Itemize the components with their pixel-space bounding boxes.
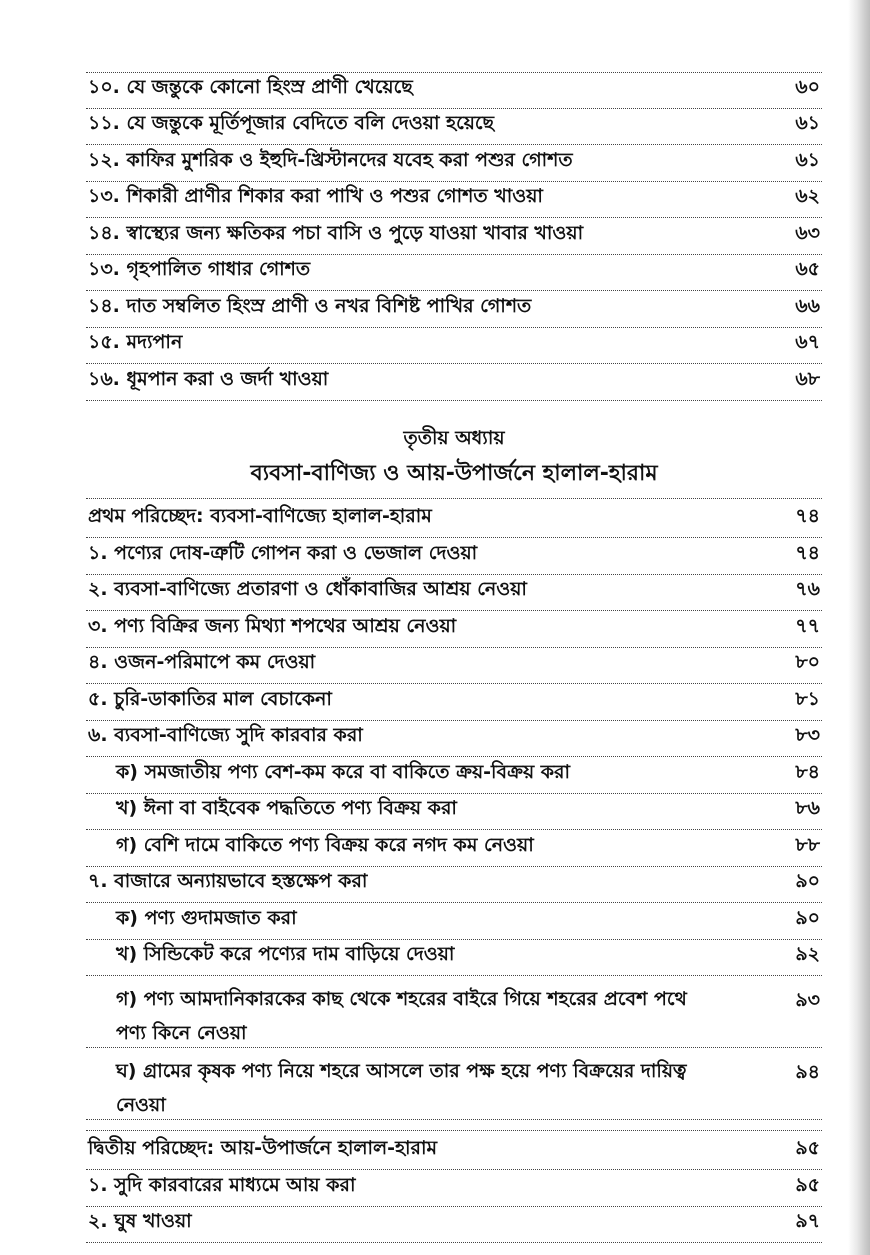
toc-page-number: ৯০ [795, 906, 820, 929]
toc-entry-text: ১. পণ্যের দোষ-ত্রুটি গোপন করা ও ভেজাল দেওয়া [88, 541, 478, 564]
toc-page-number: ৯৪ [795, 1061, 820, 1083]
toc-entry-text: ১৪. স্বাস্থ্যের জন্য ক্ষতিকর পচা বাসি ও পুড়ে যাওয়া খাবার খাওয়া [88, 221, 584, 244]
toc-page-number: ৯০ [795, 870, 820, 892]
toc-page-number: ৯৭ [795, 1210, 820, 1232]
toc-row [86, 145, 822, 182]
toc-page-number: ৭৬ [795, 578, 820, 600]
toc-page-number: ৯৫ [795, 1173, 820, 1196]
toc-row [86, 291, 822, 328]
toc-entry-text: ১৩. গৃহপালিত গাধার গোশত [88, 258, 311, 280]
toc-entry-text: খ) সিন্ডিকেট করে পণ্যের দাম বাড়িয়ে দেওয়া [116, 943, 455, 965]
toc-entry-text: ১৫. মদ্যপান [88, 331, 183, 353]
toc-subrow [86, 794, 822, 831]
chapter-label: তৃতীয় অধ্যায় [403, 427, 505, 449]
toc-page-number: ৮৬ [795, 797, 820, 819]
toc-row [86, 611, 822, 648]
toc-subrow [86, 903, 822, 940]
toc-page-number: ৬১ [795, 112, 820, 134]
toc-page-number: ৯৫ [795, 1137, 820, 1159]
toc-entry-text: ১১. যে জন্তুকে মূর্তিপূজার বেদিতে বলি দেওয়া হয়েছে [88, 112, 495, 134]
page-edge-shadow [848, 0, 870, 1255]
toc-section-1 [86, 498, 822, 1120]
toc-page-number: ৮৪ [795, 760, 820, 783]
toc-page-number: ৭৪ [795, 541, 820, 564]
toc-entry-text: ৪. ওজন-পরিমাপে কম দেওয়া [88, 651, 316, 673]
toc-row [86, 684, 822, 721]
toc-page-number: ৬১ [795, 148, 820, 171]
section-heading-row [86, 1130, 822, 1170]
toc-page-number: ৬৮ [795, 367, 820, 390]
toc-row [86, 72, 822, 109]
toc-row [86, 575, 822, 612]
toc-section-2 [86, 1130, 822, 1243]
toc-row [86, 538, 822, 575]
toc-page-number: ৯২ [795, 943, 820, 965]
toc-top-list [86, 72, 822, 401]
toc-entry-text: ক) সমজাতীয় পণ্য বেশ-কম করে বা বাকিতে ক্রয়-বিক্রয় করা [116, 760, 571, 783]
toc-row [86, 721, 822, 758]
toc-page-number: ৮৩ [795, 724, 820, 746]
toc-entry-text: ৭. বাজারে অন্যায়ভাবে হস্তক্ষেপ করা [88, 870, 368, 892]
toc-entry-text: ৬. ব্যবসা-বাণিজ্যে সুদি কারবার করা [88, 724, 363, 746]
toc-page-number: ৬৩ [795, 221, 820, 244]
toc-row [86, 182, 822, 219]
toc-page-number: ৭৪ [795, 505, 820, 527]
toc-row [86, 109, 822, 146]
toc-row [86, 218, 822, 255]
toc-page-number: ৬০ [795, 75, 820, 98]
toc-page-number: ৮৮ [795, 833, 820, 856]
toc-page-number: ৭৭ [795, 614, 820, 637]
toc-entry-text: ১২. কাফির মুশরিক ও ইহুদি-খ্রিস্টানদের যবেহ করা পশুর গোশত [88, 148, 573, 171]
toc-entry-text: ২. ঘুষ খাওয়া [88, 1210, 192, 1232]
toc-subrow-multiline [86, 1048, 822, 1120]
toc-entry-text: ৫. চুরি-ডাকাতির মাল বেচাকেনা [88, 687, 332, 710]
toc-page-number: ৬২ [795, 185, 820, 207]
section-heading-row [86, 498, 822, 538]
section-heading-text: দ্বিতীয় পরিচ্ছেদ: আয়-উপার্জনে হালাল-হারাম [88, 1137, 438, 1159]
toc-entry-text: ১০. যে জন্তুকে কোনো হিংস্র প্রাণী খেয়েছে [88, 75, 413, 98]
toc-row [86, 1207, 822, 1244]
toc-entry-text: গ) পণ্য আমদানিকারকের কাছ থেকে শহরের বাইরে গিয়ে শহরের প্রবেশ পথে পণ্য কিনে নেওয়া [116, 988, 687, 1044]
toc-entry-text: ক) পণ্য গুদামজাত করা [116, 906, 297, 929]
toc-entry-text: গ) বেশি দামে বাকিতে পণ্য বিক্রয় করে নগদ কম নেওয়া [116, 833, 534, 856]
toc-page-number: ৮১ [795, 687, 820, 710]
toc-page-number: ৬৭ [795, 331, 820, 353]
toc-row [86, 328, 822, 365]
toc-entry-text: ৩. পণ্য বিক্রির জন্য মিথ্যা শপথের আশ্রয় নেওয়া [88, 614, 457, 637]
toc-entry-text: ১৪. দাত সম্বলিত হিংস্র প্রাণী ও নখর বিশিষ্ট পাখির গোশত [88, 294, 532, 317]
chapter-title: ব্যবসা-বাণিজ্য ও আয়-উপার্জনে হালাল-হারাম [250, 461, 658, 486]
toc-page-number: ৬৬ [795, 294, 820, 317]
toc-page-number: ৯৩ [795, 989, 820, 1011]
toc-entry-text: ঘ) গ্রামের কৃষক পণ্য নিয়ে শহরে আসলে তার পক্ষ হয়ে পণ্য বিক্রয়ের দায়িত্ব নেওয়া [116, 1060, 687, 1116]
toc-subrow-multiline [86, 976, 822, 1048]
toc-row [86, 1170, 822, 1207]
toc-subrow [86, 757, 822, 794]
toc-subrow [86, 940, 822, 977]
toc-row [86, 648, 822, 685]
toc-row [86, 364, 822, 401]
toc-entry-text: ১৬. ধূমপান করা ও জর্দা খাওয়া [88, 367, 329, 390]
toc-page-number: ৬৫ [795, 258, 820, 280]
toc-row [86, 255, 822, 292]
toc-row [86, 867, 822, 904]
toc-entry-text: ১. সুদি কারবারের মাধ্যমে আয় করা [88, 1173, 356, 1196]
section-heading-text: প্রথম পরিচ্ছেদ: ব্যবসা-বাণিজ্যে হালাল-হারাম [88, 505, 432, 527]
toc-entry-text: ১৩. শিকারী প্রাণীর শিকার করা পাখি ও পশুর গোশত খাওয়া [88, 185, 543, 207]
toc-page-number: ৮০ [795, 651, 820, 673]
toc-subrow [86, 830, 822, 867]
toc-entry-text: খ) ঈনা বা বাইবেক পদ্ধতিতে পণ্য বিক্রয় করা [116, 797, 457, 819]
toc-entry-text: ২. ব্যবসা-বাণিজ্যে প্রতারণা ও ধোঁকাবাজির আশ্রয় নেওয়া [88, 578, 527, 600]
